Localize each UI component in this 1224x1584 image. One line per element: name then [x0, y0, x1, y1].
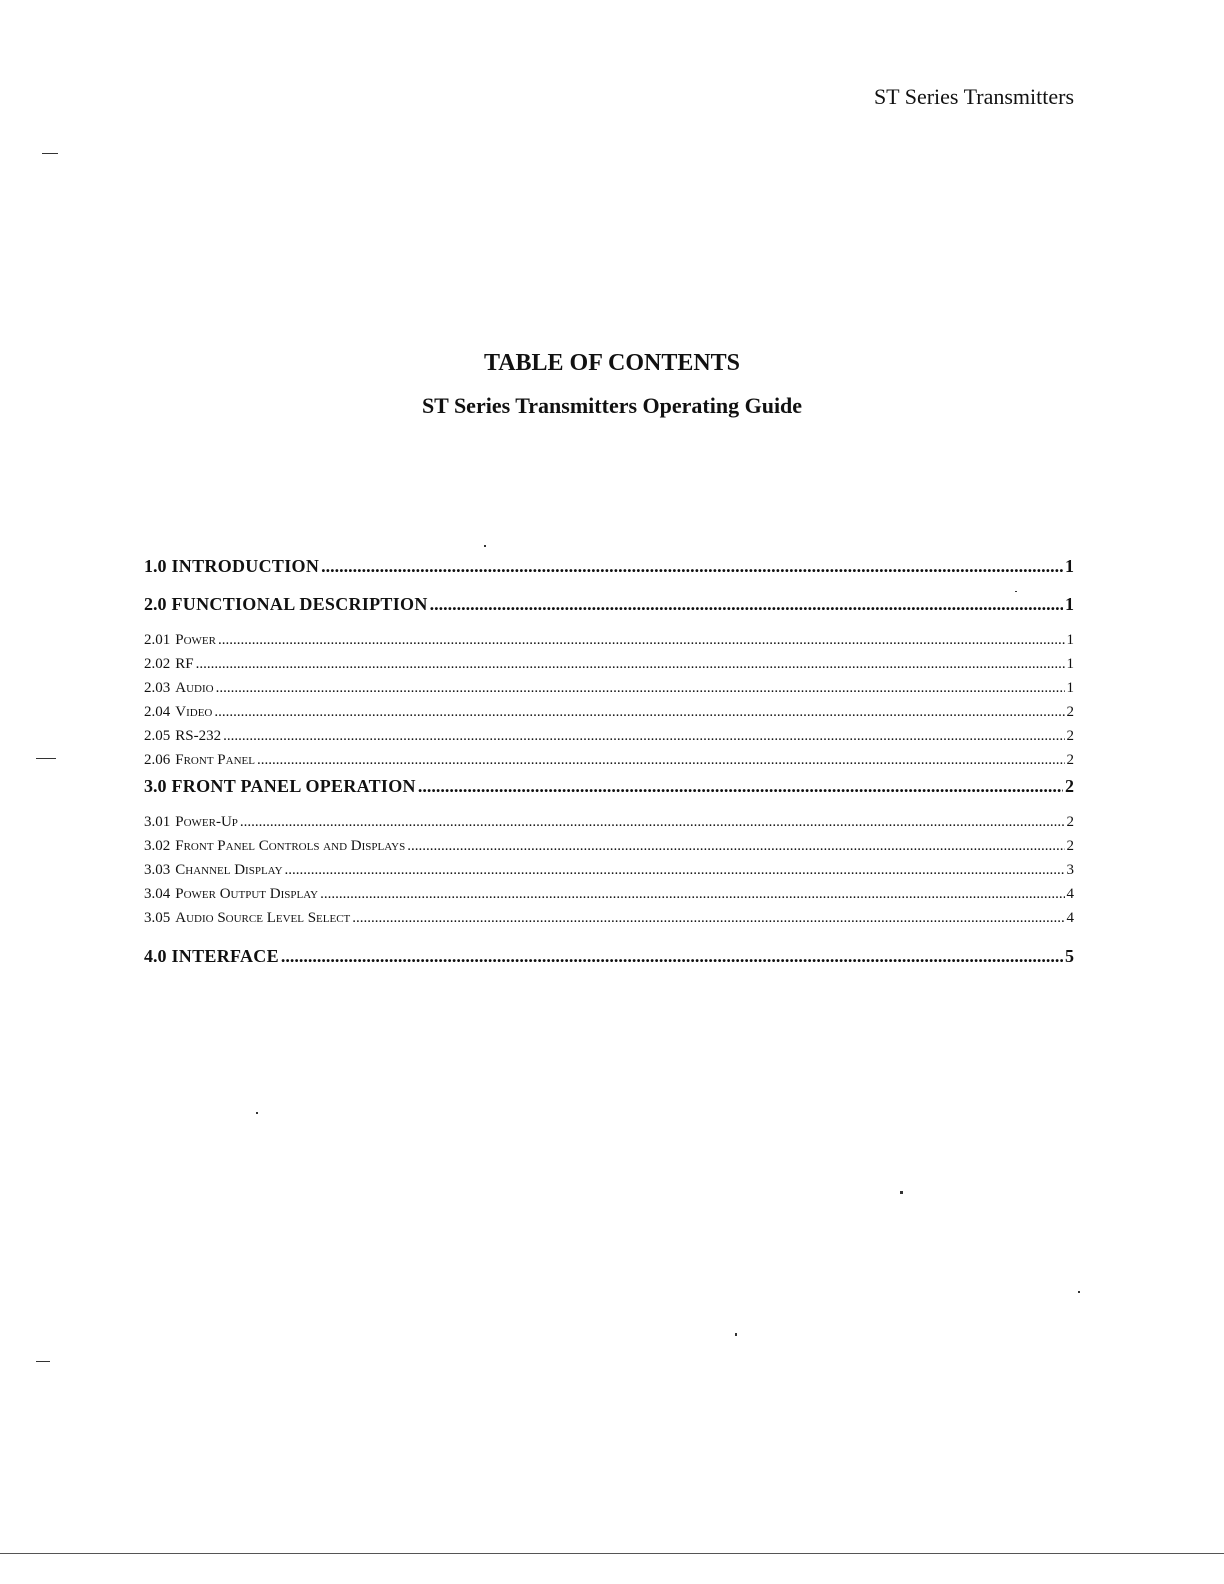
toc-entry-label: Front Panel Controls and Displays	[175, 838, 406, 854]
dot-leader	[257, 752, 1065, 769]
scan-speck	[900, 1191, 903, 1194]
toc-entry-3-04[interactable]	[144, 886, 1074, 910]
toc-entry-page: 1	[1065, 556, 1074, 576]
toc-entry-label: Audio	[175, 680, 214, 696]
dot-leader	[430, 594, 1063, 615]
toc-entry-2-03[interactable]	[144, 680, 1074, 704]
toc-entry-page: 1	[1066, 632, 1074, 648]
toc-entry-3-0[interactable]	[144, 776, 1074, 802]
toc-entry-label: FUNCTIONAL DESCRIPTION	[171, 594, 428, 614]
dot-leader	[223, 728, 1064, 745]
toc-entry-number: 1.0	[144, 556, 167, 576]
toc-entry-2-05[interactable]	[144, 728, 1074, 752]
toc-entry-label: Power Output Display	[175, 886, 319, 902]
toc-entry-page: 4	[1066, 910, 1074, 926]
toc-entry-1-0[interactable]	[144, 556, 1074, 582]
toc-entry-page: 5	[1065, 946, 1074, 966]
dot-leader	[218, 632, 1065, 649]
toc-entry-4-0[interactable]	[144, 946, 1074, 972]
dot-leader	[352, 910, 1064, 927]
toc-entry-number: 4.0	[144, 946, 167, 966]
toc-entry-page: 2	[1066, 752, 1074, 768]
toc-entry-number: 3.01	[144, 814, 171, 830]
toc-entry-number: 2.01	[144, 632, 171, 648]
toc-entry-page: 1	[1065, 594, 1074, 614]
toc-entry-label: Power	[175, 632, 216, 648]
dot-leader	[240, 814, 1065, 831]
dot-leader	[418, 776, 1063, 797]
toc-entry-3-05[interactable]	[144, 910, 1074, 934]
toc-entry-page: 1	[1066, 656, 1074, 672]
dot-leader	[285, 862, 1065, 879]
dot-leader	[321, 556, 1063, 577]
toc-entry-page: 2	[1066, 704, 1074, 720]
dot-leader	[407, 838, 1064, 855]
toc-entry-label: Channel Display	[175, 862, 283, 878]
scan-speck	[36, 1361, 50, 1362]
page-bottom-edge	[0, 1553, 1224, 1554]
dot-leader	[216, 680, 1065, 697]
toc-entry-2-02[interactable]	[144, 656, 1074, 680]
toc-entry-label: INTRODUCTION	[171, 556, 320, 576]
toc-entry-2-04[interactable]	[144, 704, 1074, 728]
scan-speck	[42, 153, 58, 154]
toc-entry-number: 2.04	[144, 704, 171, 720]
scan-speck	[256, 1112, 258, 1114]
toc-entry-label: RF	[175, 656, 194, 672]
toc-entry-number: 3.03	[144, 862, 171, 878]
scan-speck	[36, 758, 56, 759]
toc-entry-page: 3	[1066, 862, 1074, 878]
toc-entry-page: 2	[1066, 838, 1074, 854]
toc-entry-label: RS-232	[175, 728, 222, 744]
toc-entry-number: 3.0	[144, 776, 167, 796]
table-of-contents	[144, 556, 1074, 972]
toc-entry-label: INTERFACE	[171, 946, 279, 966]
toc-entry-number: 3.02	[144, 838, 171, 854]
scan-speck	[484, 545, 486, 547]
toc-entry-number: 3.05	[144, 910, 171, 926]
toc-entry-label: Audio Source Level Select	[175, 910, 351, 926]
dot-leader	[196, 656, 1065, 673]
toc-entry-label: Video	[175, 704, 213, 720]
toc-entry-page: 2	[1066, 728, 1074, 744]
toc-entry-2-06[interactable]	[144, 752, 1074, 776]
toc-entry-page: 2	[1065, 776, 1074, 796]
toc-entry-label: FRONT PANEL OPERATION	[171, 776, 416, 796]
toc-entry-3-03[interactable]	[144, 862, 1074, 886]
document-subtitle: ST Series Transmitters Operating Guide	[421, 393, 803, 418]
toc-entry-number: 2.06	[144, 752, 171, 768]
toc-entry-2-0[interactable]	[144, 594, 1074, 620]
toc-title: TABLE OF CONTENTS	[483, 350, 741, 376]
toc-entry-number: 2.03	[144, 680, 171, 696]
toc-entry-label: Power-Up	[175, 814, 238, 830]
toc-entry-number: 3.04	[144, 886, 171, 902]
toc-entry-number: 2.02	[144, 656, 171, 672]
toc-entry-page: 1	[1066, 680, 1074, 696]
dot-leader	[214, 704, 1064, 721]
toc-entry-number: 2.0	[144, 594, 167, 614]
toc-entry-label: Front Panel	[175, 752, 255, 768]
toc-entry-number: 2.05	[144, 728, 171, 744]
toc-entry-3-02[interactable]	[144, 838, 1074, 862]
toc-entry-page: 2	[1066, 814, 1074, 830]
dot-leader	[281, 946, 1063, 967]
toc-entry-3-01[interactable]	[144, 814, 1074, 838]
scan-speck	[1078, 1291, 1080, 1293]
toc-entry-page: 4	[1066, 886, 1074, 902]
dot-leader	[320, 886, 1064, 903]
running-header: ST Series Transmitters	[873, 84, 1074, 109]
scan-speck	[735, 1333, 737, 1336]
toc-entry-2-01[interactable]	[144, 632, 1074, 656]
scan-speck	[1015, 591, 1017, 592]
